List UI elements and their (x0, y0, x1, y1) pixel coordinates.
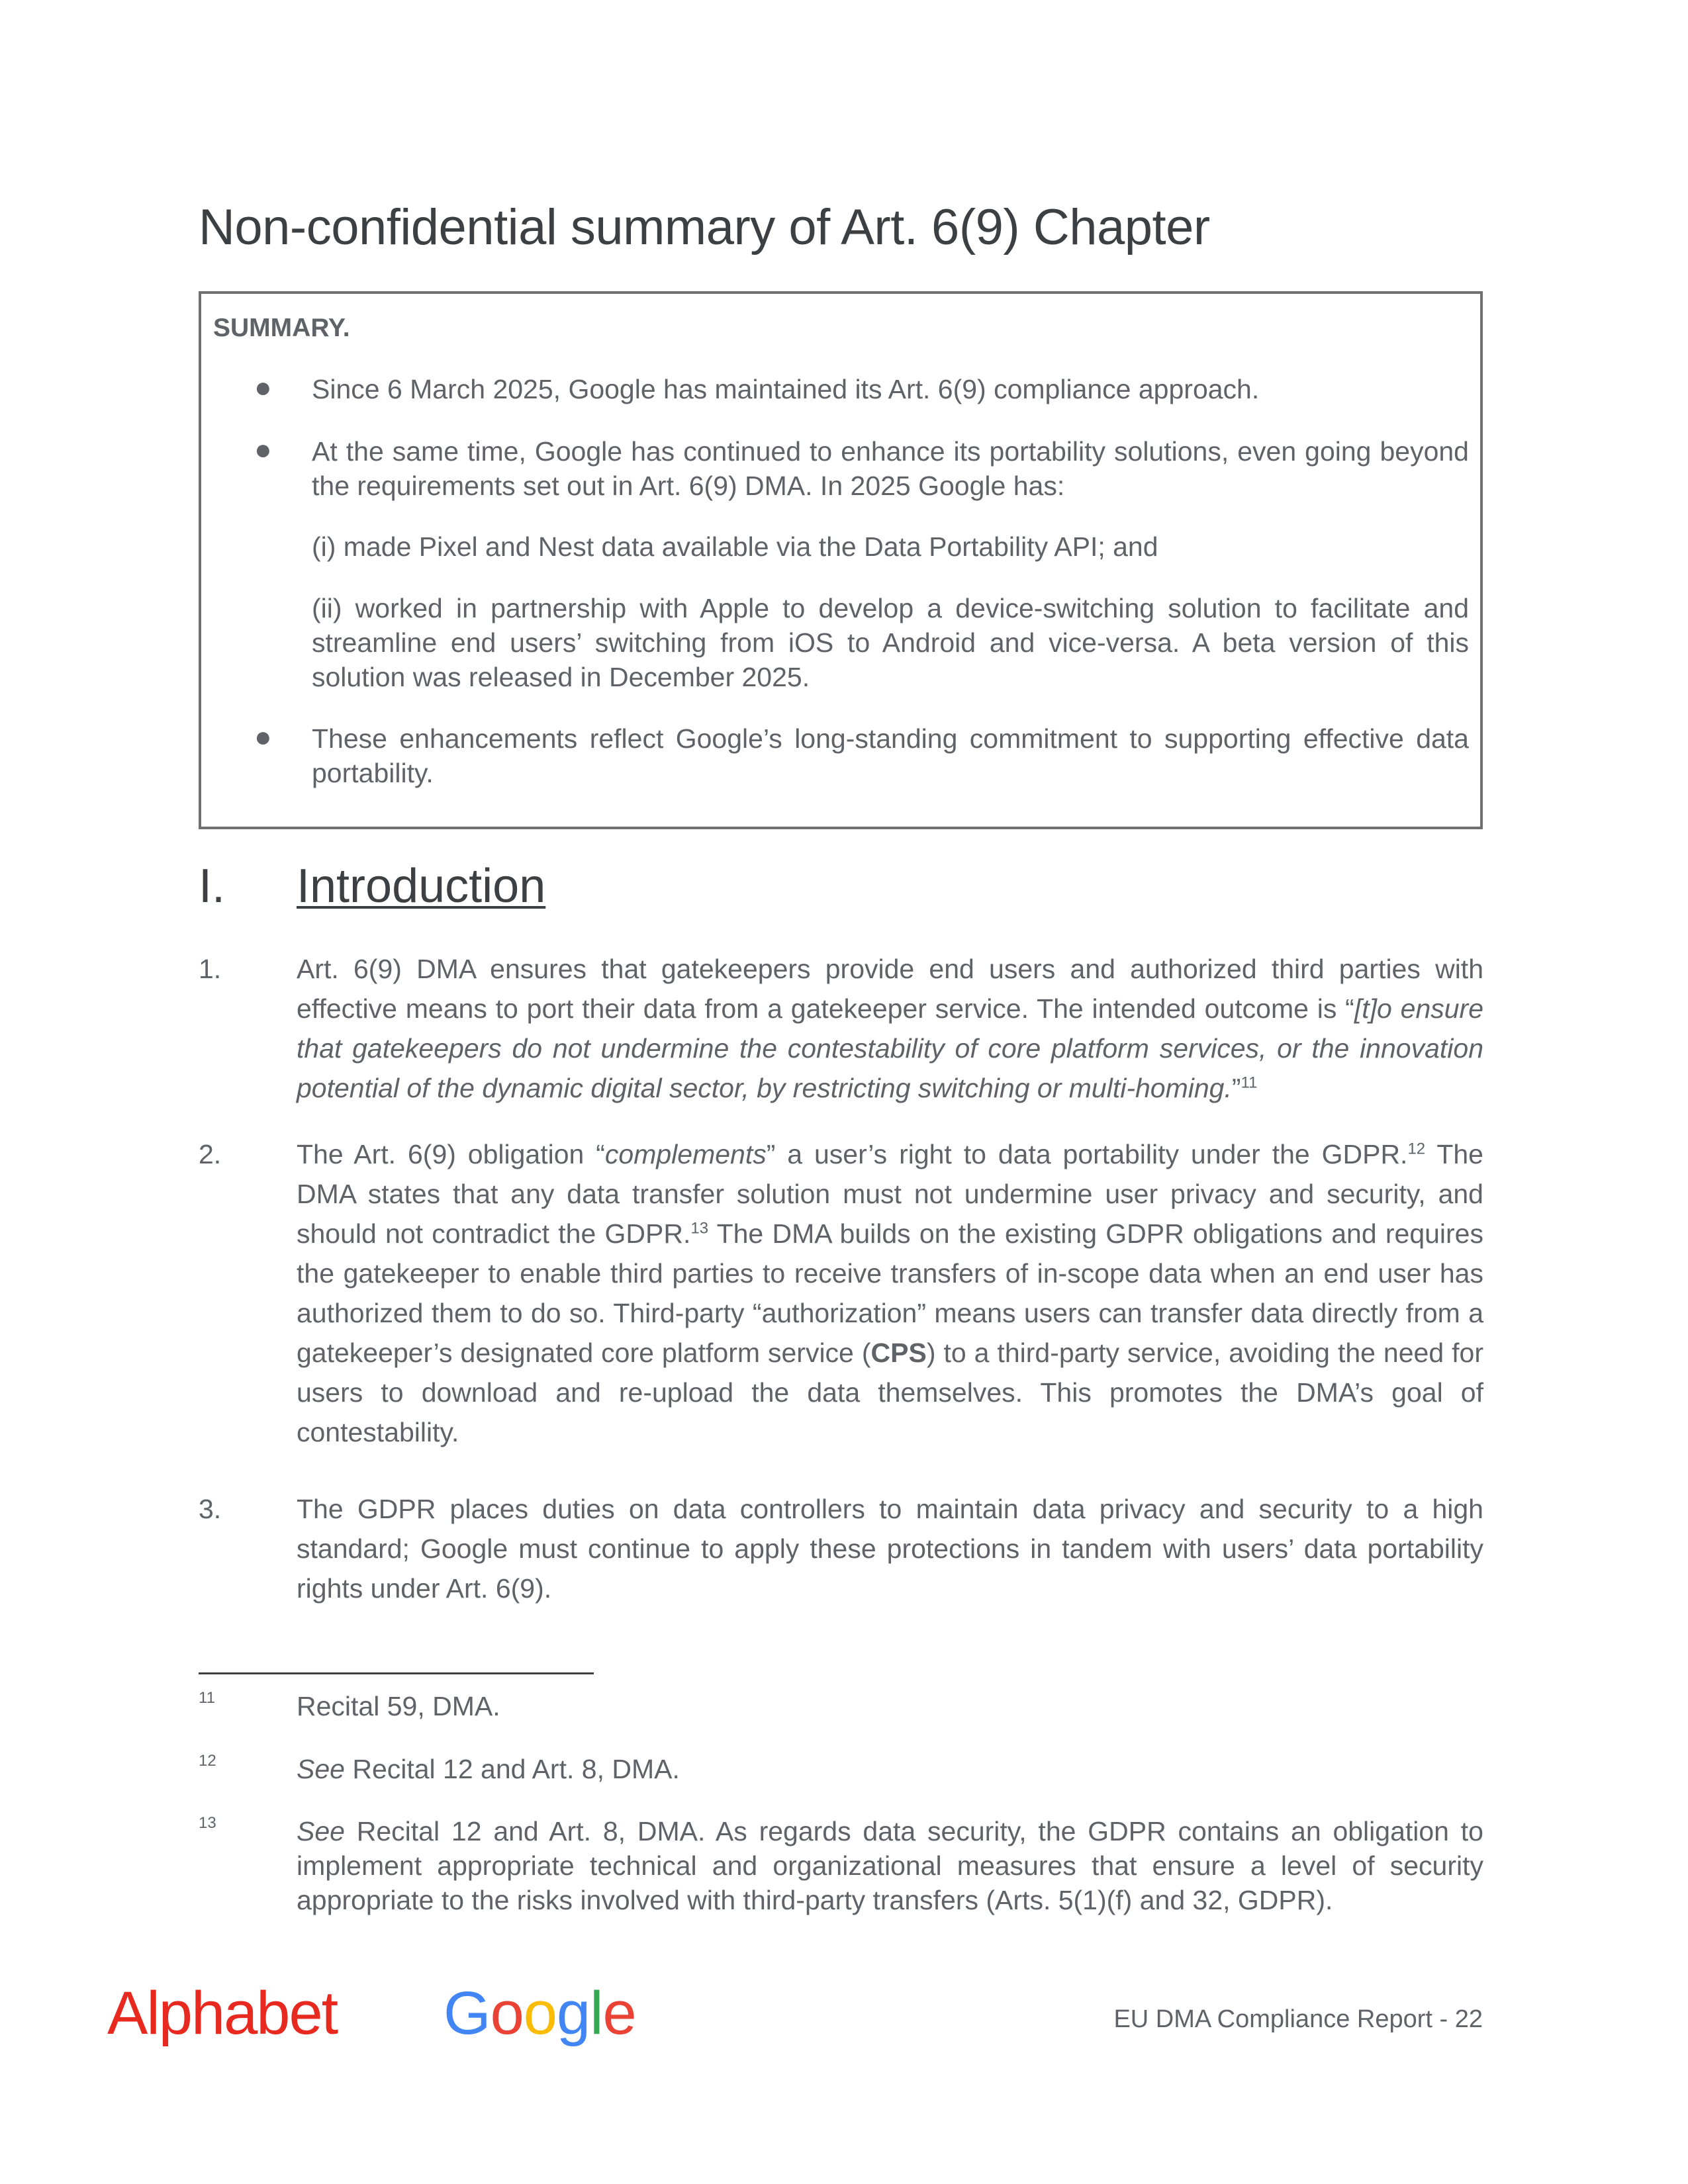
paragraph-1: Art. 6(9) DMA ensures that gatekeepers provide end users and authorized third parties with effective means to port their data from a gatekeeper service. The intended outcome is “[t]o ensure that gatekeepers do not undermine the contestability of core platform services, or the innovation potential of the dynamic digital sector, by restricting switching or multi-homing.”$^{11}$ (297, 954, 1484, 1103)
bullet-icon: ● (254, 371, 272, 404)
google-logo-letter: o (523, 1979, 557, 2047)
paragraph-number: 3. (199, 1494, 222, 1524)
section-number: I. (199, 860, 226, 913)
google-logo-letter: g (556, 1979, 590, 2047)
summary-bullet-3: These enhancements reflect Google’s long-standing commitment to supporting effective data portability. (312, 723, 1469, 788)
paragraph-number: 1. (199, 954, 222, 984)
footnote-number: 12 (199, 1752, 216, 1770)
bullet-icon: ● (254, 721, 272, 753)
footnote-ref: 11 (1241, 1073, 1258, 1092)
summary-subitem-1: (i) made Pixel and Nest data available via the Data Portability API; and (312, 531, 1158, 562)
quote-text: [t]o ensure that gatekeepers do not undermine the contestability of core platform services, or the innovation potential of the dynamic digital sector, by restricting switching or multi-homing. (297, 993, 1484, 1103)
google-logo (444, 1979, 636, 2048)
summary-subitem-2: (ii) worked in partnership with Apple to develop a device-switching solution to facilitate and streamline end users’ switching from iOS to Android and vice-versa. A beta version of this solution was released in December 2025. (312, 593, 1469, 692)
footnote-ref: 13 (690, 1219, 709, 1238)
paragraph-2: The Art. 6(9) obligation “complements” a user’s right to data portability under the GDPR.$^{12}$ The DMA states that any data transfer solution must not undermine user privacy and security, and should not contradict the GDPR.$^{13}$ The DMA builds on the existing GDPR obligations and requires the gatekeeper to enable third parties to receive transfers of in-scope data when an end user has authorized them to do so. Third-party “authorization” means users can transfer data directly from a gatekeeper’s designated core platform service (CPS) to a third-party service, avoiding the need for users to download and re-upload the data themselves. This promotes the DMA’s goal of contestability. (297, 1139, 1483, 1447)
summary-heading: SUMMARY. (213, 314, 350, 342)
google-logo-letter: G (444, 1979, 491, 2047)
page-title: Non-confidential summary of Art. 6(9) Chapter (199, 199, 1210, 255)
summary-bullet-2: At the same time, Google has continued to enhance its portability solutions, even going beyond the requirements set out in Art. 6(9) DMA. In 2025 Google has: (312, 436, 1469, 501)
bullet-icon: ● (254, 433, 272, 466)
google-logo-letter: o (490, 1979, 524, 2047)
alphabet-logo: Alphabet (107, 1979, 338, 2047)
footnote-number: 13 (199, 1814, 216, 1832)
page-footer-label: EU DMA Compliance Report - 22 (1113, 2005, 1483, 2033)
cps-term: CPS (870, 1338, 927, 1368)
google-logo-letter: e (602, 1979, 636, 2047)
google-logo-letter: l (590, 1979, 603, 2047)
summary-box (199, 291, 1483, 829)
footnote-12: See Recital 12 and Art. 8, DMA. (297, 1754, 680, 1784)
footnote-11: Recital 59, DMA. (297, 1691, 500, 1721)
summary-bullet-1: Since 6 March 2025, Google has maintained its Art. 6(9) compliance approach. (312, 374, 1260, 404)
paragraph-3: The GDPR places duties on data controllers to maintain data privacy and security to a high standard; Google must continue to apply these protections in tandem with users’ data portability rights under Art. 6(9). (297, 1494, 1483, 1604)
footnote-ref: 12 (1407, 1140, 1426, 1158)
paragraph-number: 2. (199, 1139, 222, 1169)
footnote-number: 11 (199, 1689, 215, 1707)
section-title: Introduction (297, 860, 546, 913)
footnote-divider (199, 1672, 594, 1674)
footnote-13: See Recital 12 and Art. 8, DMA. As regards data security, the GDPR contains an obligation to implement appropriate technical and organizational measures that ensure a level of security appropriate to the risks involved with third-party transfers (Arts. 5(1)(f) and 32, GDPR). (297, 1816, 1483, 1915)
